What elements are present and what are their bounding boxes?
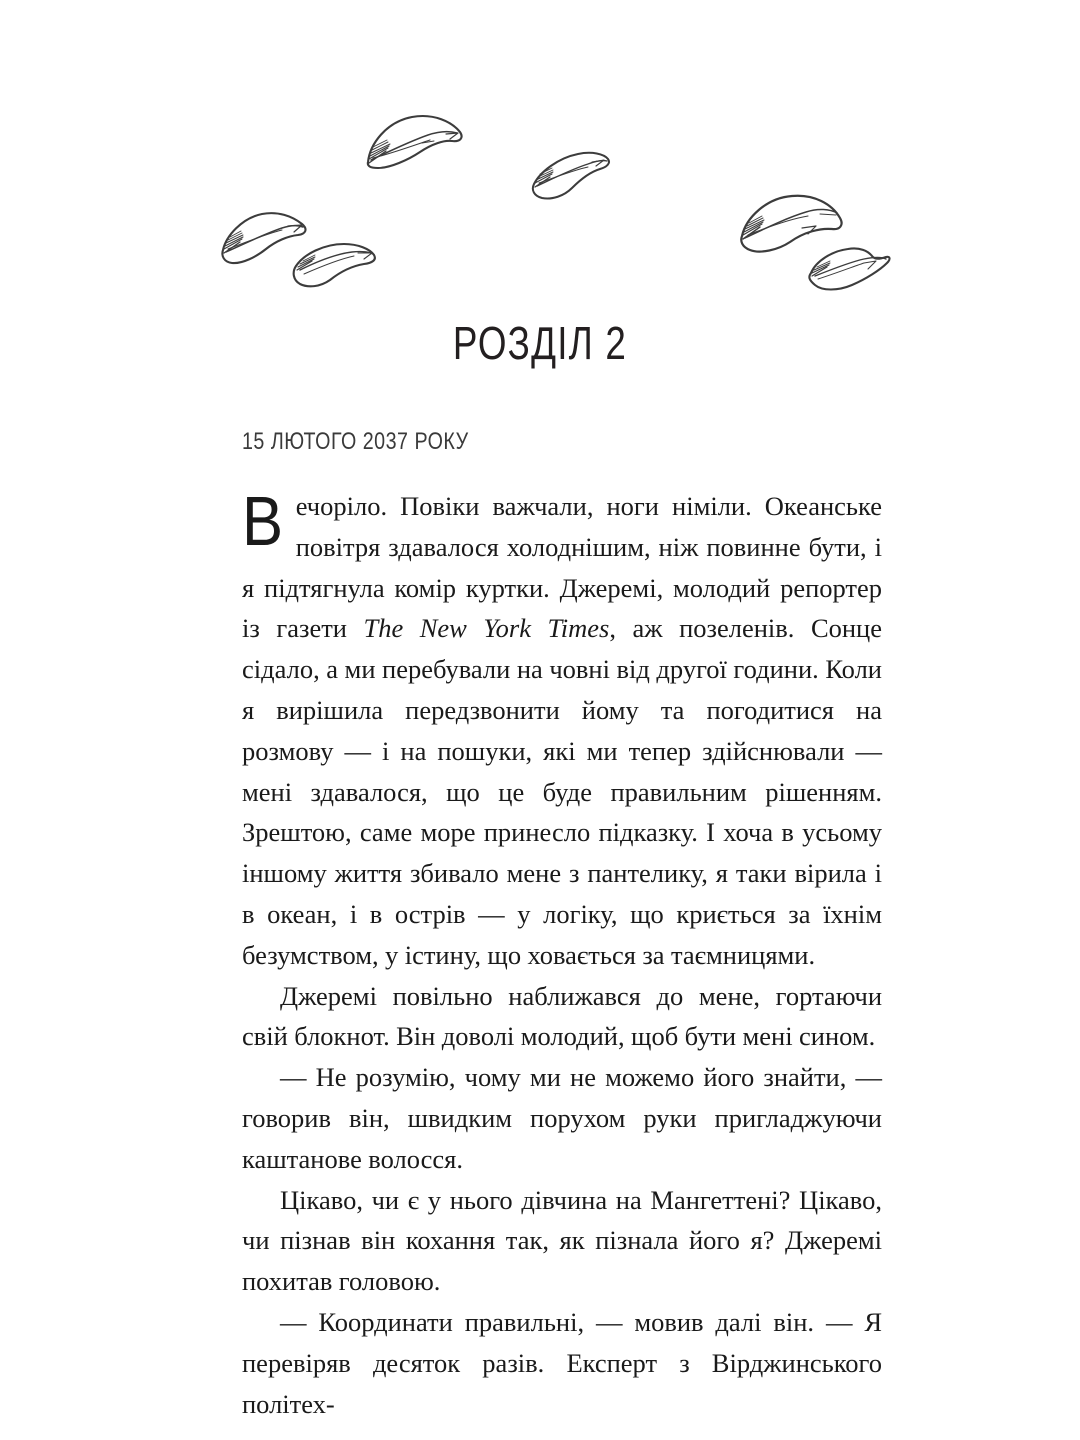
- chapter-date: 15 ЛЮТОГО 2037 РОКУ: [242, 428, 469, 455]
- paragraph-dialogue: — Не розумію, чому ми не можемо його знайти, — говорив він, швидким порухом руки пригладжуючи каштанове волосся.: [242, 1062, 882, 1174]
- drop-cap: В: [242, 482, 284, 560]
- petal-icon: [360, 108, 466, 174]
- petal-icon: [806, 243, 892, 297]
- newspaper-title-italic: The New York Times: [363, 613, 610, 644]
- petal-icon: [736, 190, 846, 260]
- paragraph: Джеремі повільно наближався до мене, гортаючи свій блокнот. Він доволі молодий, щоб бути мені сином.: [242, 980, 882, 1052]
- falling-petals-illustration: [0, 0, 1080, 300]
- chapter-title: РОЗДІЛ 2: [452, 316, 628, 369]
- paragraph-text-tail: , аж позеленів. Сонце сідало, а ми перебували на човні від другої години. Коли я вирішила передзвонити йому та погодитися на розмову — і на пошуки, які ми тепер здійснювали — мені здавалося, що це буде правильним рішенням. Зрештою, саме море принесло підказку. І хоча в усьому іншому життя збивало мене з пантелику, я таки вірила і в океан, і в острів — у логіку, що криється за їхнім безумством, у істину, що ховається за таємницями.: [242, 613, 882, 970]
- paragraph: Цікаво, чи є у нього дівчина на Мангеттені? Цікаво, чи пізнав він кохання так, як пізнала його я? Джеремі похитав головою.: [242, 1184, 882, 1297]
- paragraph: [242, 482, 882, 976]
- petal-icon: [218, 208, 314, 270]
- petal-icon: [528, 148, 612, 206]
- petal-icon: [290, 240, 378, 292]
- body-text-column: [242, 482, 882, 1424]
- paragraph-text-lead: ечоріло. Повіки важчали, ноги німіли. Океанське повітря здавалося холоднішим, ніж повинне бути, і я підтягнула комір куртки. Джеремі, молодий репортер із газети: [242, 491, 882, 644]
- paragraph-dialogue: — Координати правильні, — мовив далі він. — Я перевіряв десяток разів. Експерт з Вірджинського політех-: [242, 1306, 882, 1419]
